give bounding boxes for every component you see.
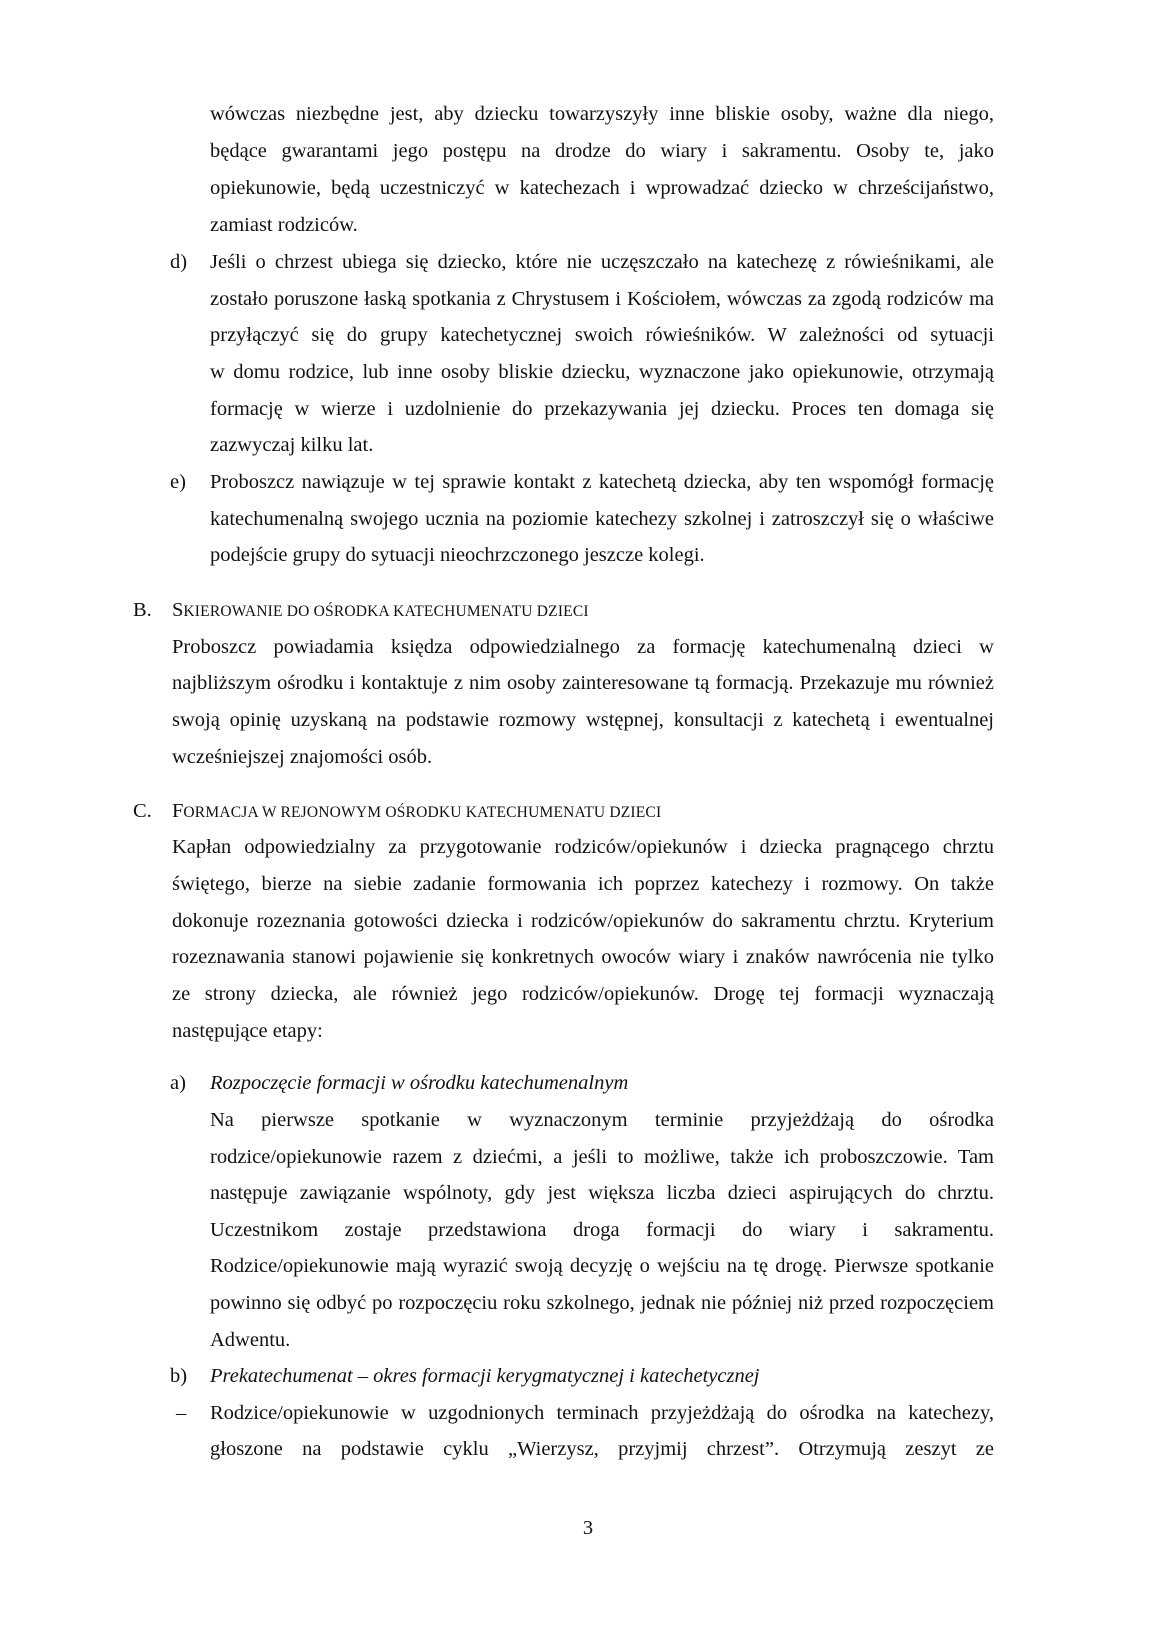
dash-bullet: – (176, 1402, 187, 1424)
list-item-title: Rozpoczęcie formacji w ośrodku katechumenalnym (210, 1072, 629, 1094)
list-item-line: rodzice/opiekunowie razem z dziećmi, a jeśli to możliwe, także ich proboszczowie. Tam (210, 1146, 994, 1168)
list-marker-a: a) (170, 1072, 186, 1094)
paragraph-line: ze strony dziecka, ale również jego rodziców/opiekunów. Drogę tej formacji wyznaczają (172, 983, 994, 1005)
list-item-line: zostało poruszone łaską spotkania z Chrystusem i Kościołem, wówczas za zgodą rodziców ma (210, 288, 994, 310)
paragraph-line: Proboszcz powiadamia księdza odpowiedzialnego za formację katechumenalną dzieci w (172, 636, 994, 658)
paragraph-line: swoją opinię uzyskaną na podstawie rozmowy wstępnej, konsultacji z katechetą i ewentualnej (172, 709, 994, 731)
list-item-line: przyłączyć się do grupy katechetycznej swoich rówieśników. W zależności od sytuacji (210, 324, 994, 346)
paragraph-line: wówczas niezbędne jest, aby dziecku towarzyszyły inne bliskie osoby, ważne dla niego, (210, 103, 994, 125)
list-item-line: następuje zawiązanie wspólnoty, gdy jest większa liczba dzieci aspirujących do chrztu. (210, 1182, 994, 1204)
list-item-line: formację w wierze i uzdolnienie do przekazywania jej dziecku. Proces ten domaga się (210, 398, 994, 420)
list-item-line: Rodzice/opiekunowie mają wyrazić swoją decyzję o wejściu na tę drogę. Pierwsze spotkanie (210, 1255, 994, 1277)
paragraph-line: opiekunowie, będą uczestniczyć w katechezach i wprowadzać dziecko w chrześcijaństwo, (210, 177, 994, 199)
list-marker-b: b) (170, 1365, 188, 1387)
paragraph-line: Kapłan odpowiedzialny za przygotowanie rodziców/opiekunów i dziecka pragnącego chrztu (172, 836, 994, 858)
list-item-line: powinno się odbyć po rozpoczęciu roku szkolnego, jednak nie później niż przed rozpoczęciem (210, 1292, 994, 1314)
list-item-line: podejście grupy do sytuacji nieochrzczonego jeszcze kolegi. (210, 544, 705, 566)
list-item-line: Jeśli o chrzest ubiega się dziecko, które nie uczęszczało na katechezę z rówieśnikami, ale (210, 251, 994, 273)
list-item-line: katechumenalną swojego ucznia na poziomie katechezy szkolnej i zatroszczył się o właściwe (210, 508, 994, 530)
list-item-title: Prekatechumenat – okres formacji kerygmatycznej i katechetycznej (210, 1365, 760, 1387)
list-item-line: zazwyczaj kilku lat. (210, 434, 374, 456)
paragraph-line: najbliższym ośrodku i kontaktuje z nim osoby zainteresowane tą formacją. Przekazuje mu również (172, 672, 994, 694)
heading-initial: F (172, 800, 184, 822)
heading-rest: ORMACJA W REJONOWYM OŚRODKU KATECHUMENATU DZIECI (183, 804, 662, 821)
list-marker-d: d) (170, 251, 188, 273)
list-item-line: głoszone na podstawie cyklu „Wierzysz, przyjmij chrzest”. Otrzymują zeszyt ze (210, 1438, 994, 1460)
paragraph-line: dokonuje rozeznania gotowości dziecka i rodziców/opiekunów do sakramentu chrztu. Kryterium (172, 910, 994, 932)
page-number: 3 (582, 1517, 594, 1539)
paragraph-line: rozeznawania stanowi pojawienie się konkretnych owoców wiary i znaków nawrócenia nie tylko (172, 946, 994, 968)
heading-initial: S (172, 599, 184, 621)
list-item-line: Na pierwsze spotkanie w wyznaczonym terminie przyjeżdżają do ośrodka (210, 1109, 994, 1131)
paragraph-line: świętego, bierze na siebie zadanie formowania ich poprzez katechezy i rozmowy. On także (172, 873, 994, 895)
section-heading-b (172, 597, 589, 625)
section-heading-c (172, 798, 661, 826)
section-marker-b: B. (133, 599, 152, 621)
paragraph-line: będące gwarantami jego postępu na drodze do wiary i sakramentu. Osoby te, jako (210, 140, 994, 162)
list-marker-e: e) (170, 471, 186, 493)
paragraph-line: następujące etapy: (172, 1020, 323, 1042)
section-marker-c: C. (133, 800, 152, 822)
list-item-line: Adwentu. (210, 1329, 291, 1351)
list-item-line: Proboszcz nawiązuje w tej sprawie kontakt z katechetą dziecka, aby ten wspomógł formację (210, 471, 994, 493)
paragraph-line: wcześniejszej znajomości osób. (172, 746, 433, 768)
list-item-line: w domu rodzice, lub inne osoby bliskie dziecku, wyznaczone jako opiekunowie, otrzymają (210, 361, 994, 383)
heading-rest: KIEROWANIE DO OŚRODKA KATECHUMENATU DZIECI (183, 603, 589, 620)
list-item-line: Uczestnikom zostaje przedstawiona droga formacji do wiary i sakramentu. (210, 1219, 994, 1241)
list-item-line: Rodzice/opiekunowie w uzgodnionych terminach przyjeżdżają do ośrodka na katechezy, (210, 1402, 994, 1424)
paragraph-line: zamiast rodziców. (210, 214, 358, 236)
